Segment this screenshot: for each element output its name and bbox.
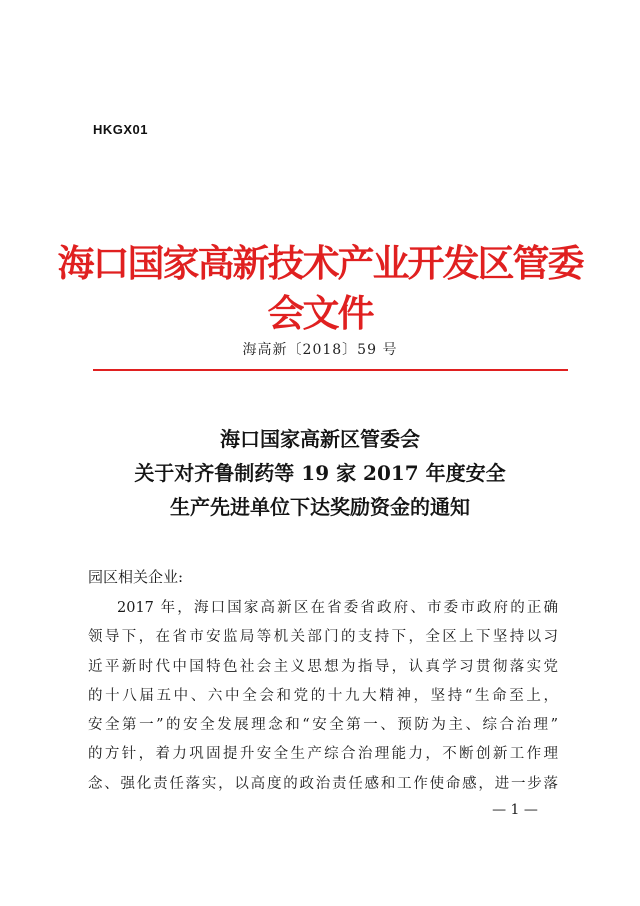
- body-line: 念、强化责任落实，以高度的政治责任感和工作使命感，进一步落: [88, 775, 558, 792]
- notice-title-line: 海口国家高新区管委会: [220, 427, 420, 451]
- page-number: — 1 —: [492, 802, 538, 818]
- body-line: 安全第一”的安全发展理念和“安全第一、预防为主、综合治理”: [88, 717, 558, 734]
- body-line: 的十八届五中、六中全会和党的十九大精神，坚持“生命至上，: [88, 687, 558, 704]
- red-divider-line: [93, 369, 568, 371]
- salutation: 园区相关企业:: [88, 568, 184, 586]
- issuer-header-title: 海口国家高新技术产业开发区管委会文件: [57, 241, 583, 335]
- notice-title-line: 关于对齐鲁制药等 19 家 2017 年度安全: [134, 461, 506, 485]
- body-line: 近平新时代中国特色社会主义思想为指导，认真学习贯彻落实党: [88, 658, 558, 675]
- document-number: 海高新〔2018〕59 号: [242, 342, 398, 358]
- notice-title: [60, 422, 580, 524]
- notice-title-line: 生产先进单位下达奖励资金的通知: [170, 495, 470, 519]
- document-code: HKGX01: [93, 122, 149, 137]
- body-line: 2017 年，海口国家高新区在省委省政府、市委市政府的正确: [117, 600, 558, 616]
- body-line: 的方针，着力巩固提升安全生产综合治理能力，不断创新工作理: [88, 746, 558, 763]
- body-paragraph: [88, 594, 558, 799]
- body-line: 领导下，在省市安监局等机关部门的支持下，全区上下坚持以习: [88, 629, 558, 646]
